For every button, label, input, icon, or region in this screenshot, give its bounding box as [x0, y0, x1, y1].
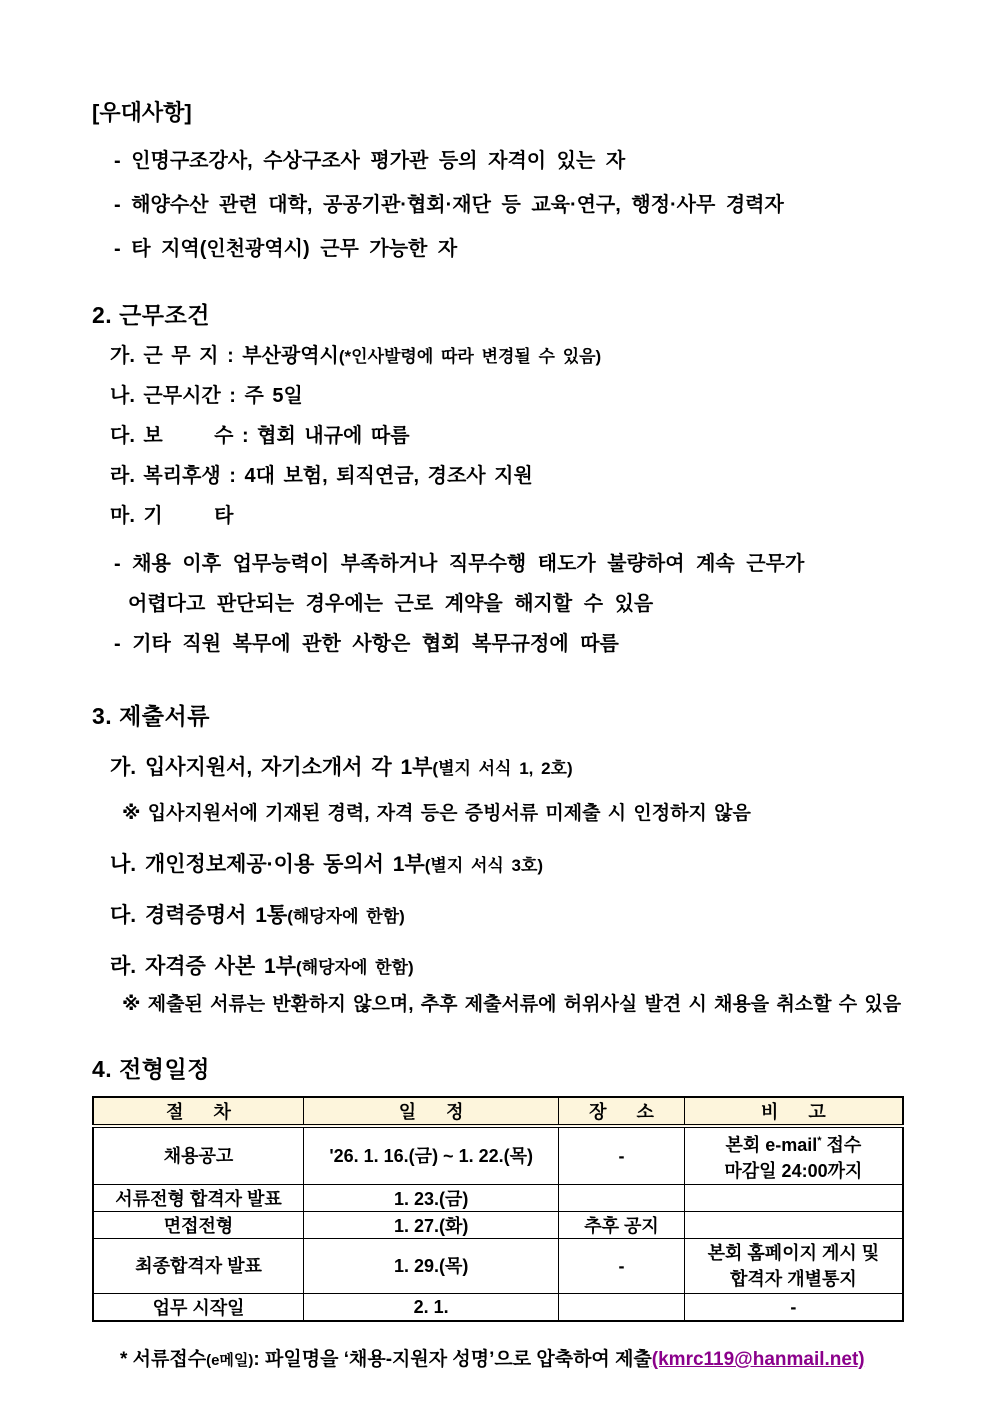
- footnote-filename: 채용-지원자 성명: [349, 1349, 490, 1370]
- remark-website-line2: 합격자 개별통지: [730, 1269, 857, 1289]
- remark-deadline: 마감일 24:00까지: [724, 1161, 863, 1181]
- cell-announcement-date: '26. 1. 16.(금) ~ 1. 22.(목): [304, 1126, 559, 1185]
- header-remark: 비 고: [684, 1097, 903, 1126]
- working-conditions-title: 2. 근무조건: [92, 302, 210, 328]
- footnote-prefix: * 서류접수: [120, 1349, 207, 1370]
- preferred-title: [우대사항]: [92, 100, 192, 125]
- work-note-regulations: - 기타 직원 복무에 관한 사항은 협회 복무규정에 따름: [114, 633, 619, 655]
- cell-work-start-date: 2. 1.: [304, 1294, 559, 1322]
- cell-final-pass-place: -: [559, 1239, 685, 1294]
- email-submission-footnote: [120, 1348, 904, 1373]
- cell-announcement-remark: [684, 1126, 903, 1185]
- cell-document-pass-remark: [684, 1185, 903, 1212]
- schedule-header-row: [93, 1097, 903, 1126]
- work-etc-notes: [114, 544, 904, 664]
- footnote-mid2: ’으로 압축하여 제출: [489, 1349, 652, 1370]
- schedule-row-announcement: [93, 1126, 903, 1185]
- preferred-section: [92, 96, 904, 261]
- remark-email-text: 본회 e-mail: [725, 1135, 818, 1155]
- cell-interview-proc: 면접전형: [93, 1212, 304, 1239]
- submission-documents-title: 3. 제출서류: [92, 703, 210, 729]
- docs-item-application-form: (별지 서식 1, 2호): [432, 759, 573, 778]
- preferred-item-1: - 인명구조강사, 수상구조사 평가관 등의 자격이 있는 자: [114, 150, 626, 172]
- header-date: 일 정: [304, 1097, 559, 1126]
- email-link[interactable]: (kmrc119@hanmail.net): [651, 1349, 865, 1370]
- remark-website-line1: 본회 홈페이지 게시 및: [707, 1243, 880, 1263]
- schedule-table: [92, 1096, 904, 1322]
- schedule-row-document-pass: [93, 1185, 903, 1212]
- selection-schedule-title: 4. 전형일정: [92, 1056, 210, 1082]
- cell-final-pass-proc: 최종합격자 발표: [93, 1239, 304, 1294]
- docs-item-career-certificate-note: (해당자에 한함): [287, 907, 405, 926]
- cell-document-pass-proc: 서류전형 합격자 발표: [93, 1185, 304, 1212]
- footnote-email-label: (e메일): [206, 1352, 254, 1369]
- docs-item-privacy-consent: [110, 852, 904, 879]
- preferred-item-3: - 타 지역(인천광역시) 근무 가능한 자: [114, 238, 458, 260]
- cell-work-start-proc: 업무 시작일: [93, 1294, 304, 1322]
- work-line-etc: 마. 기 타: [110, 505, 234, 527]
- schedule-row-interview: [93, 1212, 903, 1239]
- docs-item-license-copy-note: (해당자에 한함): [296, 958, 414, 977]
- selection-schedule-section: [92, 1051, 904, 1373]
- work-line-location-text: 가. 근 무 지 : 부산광역시: [110, 345, 339, 367]
- cell-document-pass-date: 1. 23.(금): [304, 1185, 559, 1212]
- cell-announcement-proc: 채용공고: [93, 1126, 304, 1185]
- docs-item-application-text: 가. 입사지원서, 자기소개서 각 1부: [110, 756, 433, 779]
- cell-work-start-place: [559, 1294, 685, 1322]
- header-place: 장 소: [559, 1097, 685, 1126]
- work-line-pay: 다. 보 수 : 협회 내규에 따름: [110, 425, 410, 447]
- working-conditions-section: [92, 297, 904, 664]
- work-note-termination-line2: 어렵다고 판단되는 경우에는 근로 계약을 해지할 수 있음: [128, 593, 654, 615]
- docs-item-privacy-consent-form: (별지 서식 3호): [424, 856, 544, 875]
- submission-documents-section: [92, 698, 904, 1017]
- docs-item-career-certificate: [110, 903, 904, 930]
- work-line-location-note: (*인사발령에 따라 변경될 수 있음): [338, 347, 602, 366]
- cell-interview-remark: [684, 1212, 903, 1239]
- docs-item-career-certificate-text: 다. 경력증명서 1통: [110, 904, 288, 927]
- cell-interview-place: 추후 공지: [559, 1212, 685, 1239]
- cell-final-pass-remark: [684, 1239, 903, 1294]
- footnote-mid: : 파일명을 ‘: [253, 1349, 350, 1370]
- docs-item-application: [110, 755, 904, 782]
- cell-announcement-place: -: [559, 1126, 685, 1185]
- schedule-row-work-start: [93, 1294, 903, 1322]
- docs-note-no-return: ※ 제출된 서류는 반환하지 않으며, 추후 제출서류에 허위사실 발견 시 채용을 취소할 수 있음: [122, 994, 902, 1015]
- preferred-item-2: - 해양수산 관련 대학, 공공기관·협회·재단 등 교육·연구, 행정·사무 경력자: [114, 194, 784, 216]
- work-line-location: [110, 344, 904, 369]
- cell-final-pass-date: 1. 29.(목): [304, 1239, 559, 1294]
- docs-note-proof: ※ 입사지원서에 기재된 경력, 자격 등은 증빙서류 미제출 시 인정하지 않음: [122, 803, 751, 824]
- header-procedure: 절 차: [93, 1097, 304, 1126]
- remark-email-suffix: 접수: [821, 1135, 862, 1155]
- cell-work-start-remark: -: [684, 1294, 903, 1322]
- work-note-termination-line1: - 채용 이후 업무능력이 부족하거나 직무수행 태도가 불량하여 계속 근무가: [114, 553, 805, 575]
- schedule-row-final-pass: [93, 1239, 903, 1294]
- docs-item-license-copy-text: 라. 자격증 사본 1부: [110, 955, 297, 978]
- cell-document-pass-place: [559, 1185, 685, 1212]
- work-line-hours: 나. 근무시간 : 주 5일: [110, 385, 303, 407]
- docs-item-license-copy: [110, 954, 904, 981]
- docs-item-privacy-consent-text: 나. 개인정보제공·이용 동의서 1부: [110, 853, 425, 876]
- remark-email-asterisk: *: [817, 1135, 822, 1147]
- work-line-welfare: 라. 복리후생 : 4대 보험, 퇴직연금, 경조사 지원: [110, 465, 533, 487]
- cell-interview-date: 1. 27.(화): [304, 1212, 559, 1239]
